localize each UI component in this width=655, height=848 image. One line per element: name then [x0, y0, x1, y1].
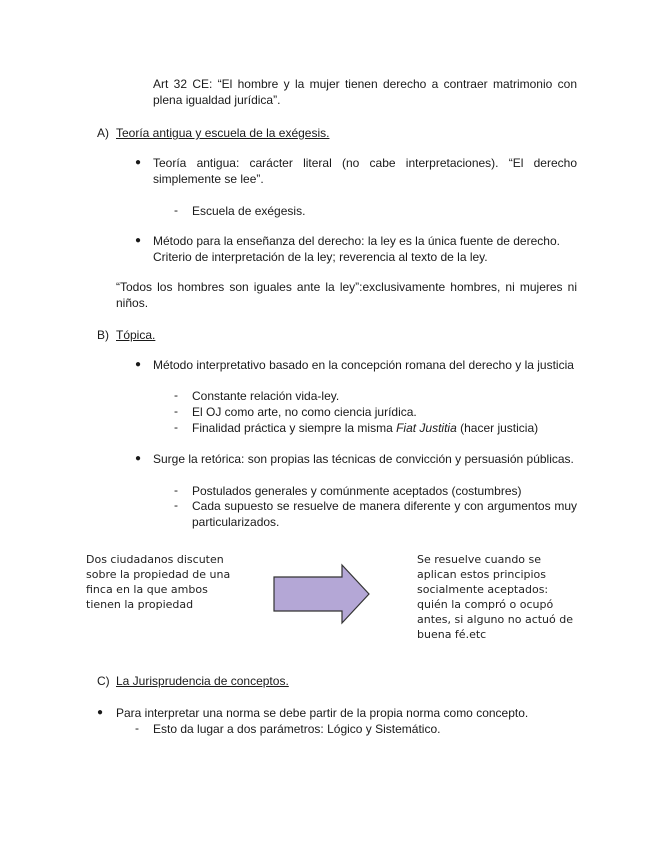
dash-icon: -: [174, 483, 178, 497]
diagram-right-text-light: Se resuelve cuando se aplican estos principios socialmente aceptados: quién: [417, 553, 549, 611]
diagram-right-text-dark: la compró o ocupó antes, si alguno no actuó de buena fé.etc: [417, 598, 573, 641]
dash-3-text: Finalidad práctica y siempre la misma: [192, 421, 397, 435]
section-a-title: Teoría antigua y escuela de la exégesis.: [116, 126, 330, 140]
section-a-dash-1: Escuela de exégesis.: [192, 204, 306, 218]
right-arrow-icon: [272, 563, 372, 625]
section-b-bullet-1: Método interpretativo basado en la concepción romana del derecho y la justicia: [153, 358, 574, 372]
section-b-bullet-2: Surge la retórica: son propias las técnicas de convicción y persuasión públicas.: [153, 452, 574, 466]
bullet-icon: ●: [135, 157, 142, 168]
bullet-icon: ●: [97, 707, 104, 718]
bullet-icon: ●: [135, 235, 142, 246]
section-c-bullet-1: Para interpretar una norma se debe partir de la propia norma como concepto.: [116, 706, 529, 720]
section-b-title: Tópica.: [116, 328, 156, 342]
section-a-quote: “Todos los hombres son iguales ante la ley”:exclusivamente hombres, ni mujeres ni niños.: [116, 280, 577, 310]
diagram-right-text: [417, 552, 577, 642]
section-a-bullet-2-line-1: Método para la enseñanza del derecho: la ley es la única fuente de derecho.: [153, 234, 560, 248]
intro-paragraph: Art 32 CE: “El hombre y la mujer tienen derecho a contraer matrimonio con plena igualdad jurídica”.: [153, 77, 577, 107]
dash-3-suffix: (hacer justicia): [456, 421, 539, 435]
section-a-bullet-2-line-2: Criterio de interpretación de la ley; reverencia al texto de la ley.: [153, 250, 488, 264]
dash-icon: -: [174, 203, 178, 217]
section-c-marker: C): [97, 674, 110, 688]
section-c-title: La Jurisprudencia de conceptos.: [116, 674, 289, 688]
section-b-marker: B): [97, 328, 109, 342]
dash-3-italic: Fiat Justitia: [396, 421, 457, 435]
bullet-icon: ●: [135, 359, 142, 370]
diagram-left-text: Dos ciudadanos discuten sobre la propiedad de una finca en la que ambos tienen la propiedad: [86, 553, 231, 611]
bullet-icon: ●: [135, 453, 142, 464]
section-c-dash-1: Esto da lugar a dos parámetros: Lógico y Sistemático.: [153, 722, 441, 736]
dash-icon: -: [135, 721, 139, 735]
section-b-dash-2: El OJ como arte, no como ciencia jurídica.: [192, 405, 417, 419]
section-a-bullet-1: Teoría antigua: carácter literal (no cabe interpretaciones). “El derecho simplemente se lee”.: [153, 156, 577, 186]
dash-icon: -: [174, 420, 178, 434]
section-b-dash-5: Cada supuesto se resuelve de manera diferente y con argumentos muy particularizados.: [192, 499, 577, 529]
arrow-shape: [274, 565, 369, 623]
section-a-bullet-2: [153, 233, 577, 265]
dash-icon: -: [174, 404, 178, 418]
section-a-marker: A): [97, 126, 109, 140]
dash-icon: -: [174, 498, 178, 512]
section-b-dash-3: [192, 420, 538, 436]
dash-icon: -: [174, 388, 178, 402]
section-b-dash-4: Postulados generales y comúnmente aceptados (costumbres): [192, 484, 522, 498]
section-b-dash-1: Constante relación vida-ley.: [192, 389, 340, 403]
